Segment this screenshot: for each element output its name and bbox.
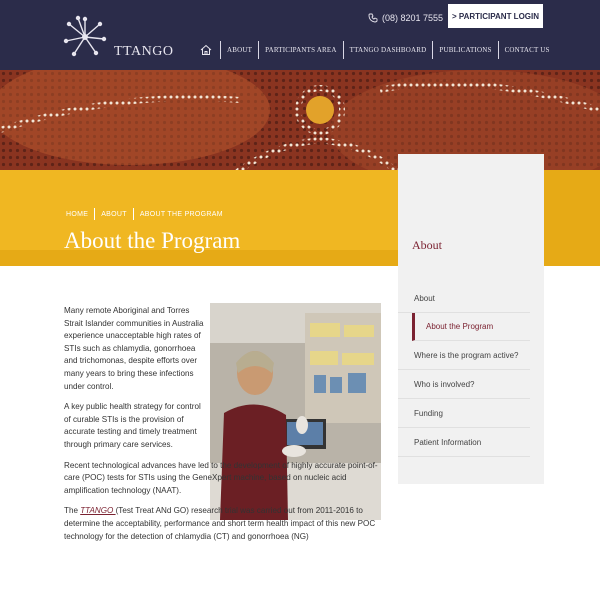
logo-text[interactable]: TTANGO [114,44,174,59]
phone-number: (08) 8201 7555 [382,13,444,23]
breadcrumb-current[interactable]: ABOUT THE PROGRAM [139,210,223,218]
sidebar-item-funding[interactable]: Funding [398,399,530,428]
paragraph-trial-post: (Test Treat ANd GO) research trial was carried out from 2011-2016 to determine the acceptability, performance and short term health impact of this new POC technology for the detection of chlamydia (CT) and gonorrhoea (NG) [64,506,376,541]
paragraph-strategy: A key public health strategy for control of curable STIs is the provision of accurate testing and timely treatment through primary care services. [64,402,201,449]
sidebar-item-about[interactable]: About [398,284,530,313]
breadcrumb-divider [94,208,95,220]
nav-about[interactable]: ABOUT [227,46,253,54]
breadcrumb-about[interactable]: ABOUT [101,210,127,218]
paragraph-trial [64,505,384,543]
sidebar-item-where-active[interactable]: Where is the program active? [398,341,530,370]
ttango-logo-icon[interactable] [62,15,108,59]
paragraph-technology: Recent technological advances have led to the development of highly accurate point-of-care (POC) tests for STIs using the GeneXpert machine, based on nucleic acid amplification technology (NAAT). [64,460,378,495]
home-icon[interactable] [200,44,212,56]
ttango-link[interactable]: TTANGO [80,506,116,516]
phone-link[interactable] [368,9,443,27]
sidebar-item-about-the-program[interactable]: About the Program [412,313,530,341]
nav-publications[interactable]: PUBLICATIONS [439,46,492,54]
nav-participants-area[interactable]: PARTICIPANTS AREA [265,46,337,54]
breadcrumb-divider [133,208,134,220]
nav-ttango-dashboard[interactable]: TTANGO DASHBOARD [349,46,427,54]
breadcrumb [66,208,223,220]
sidebar-list [398,284,544,457]
phone-icon [368,13,378,23]
sidebar-nav [398,154,544,484]
main-nav [196,40,556,60]
site-header [0,0,600,70]
sidebar-title: About [412,238,442,252]
main-content [64,305,384,551]
paragraph-trial-pre: The [64,506,81,516]
page-title: About the Program [64,228,241,253]
sidebar-item-who-involved[interactable]: Who is involved? [398,370,530,399]
sidebar-item-patient-information[interactable]: Patient Information [398,428,530,457]
breadcrumb-home[interactable]: HOME [66,210,89,218]
paragraph-intro: Many remote Aboriginal and Torres Strait Islander communities in Australia experience unacceptable high rates of STIs such as chlamydia, gonorrhoea and trichomonas, despite efforts over many years to bring these infections under control. [64,306,204,391]
participant-login-button[interactable]: > PARTICIPANT LOGIN [448,4,543,28]
nav-contact-us[interactable]: CONTACT US [504,46,550,54]
